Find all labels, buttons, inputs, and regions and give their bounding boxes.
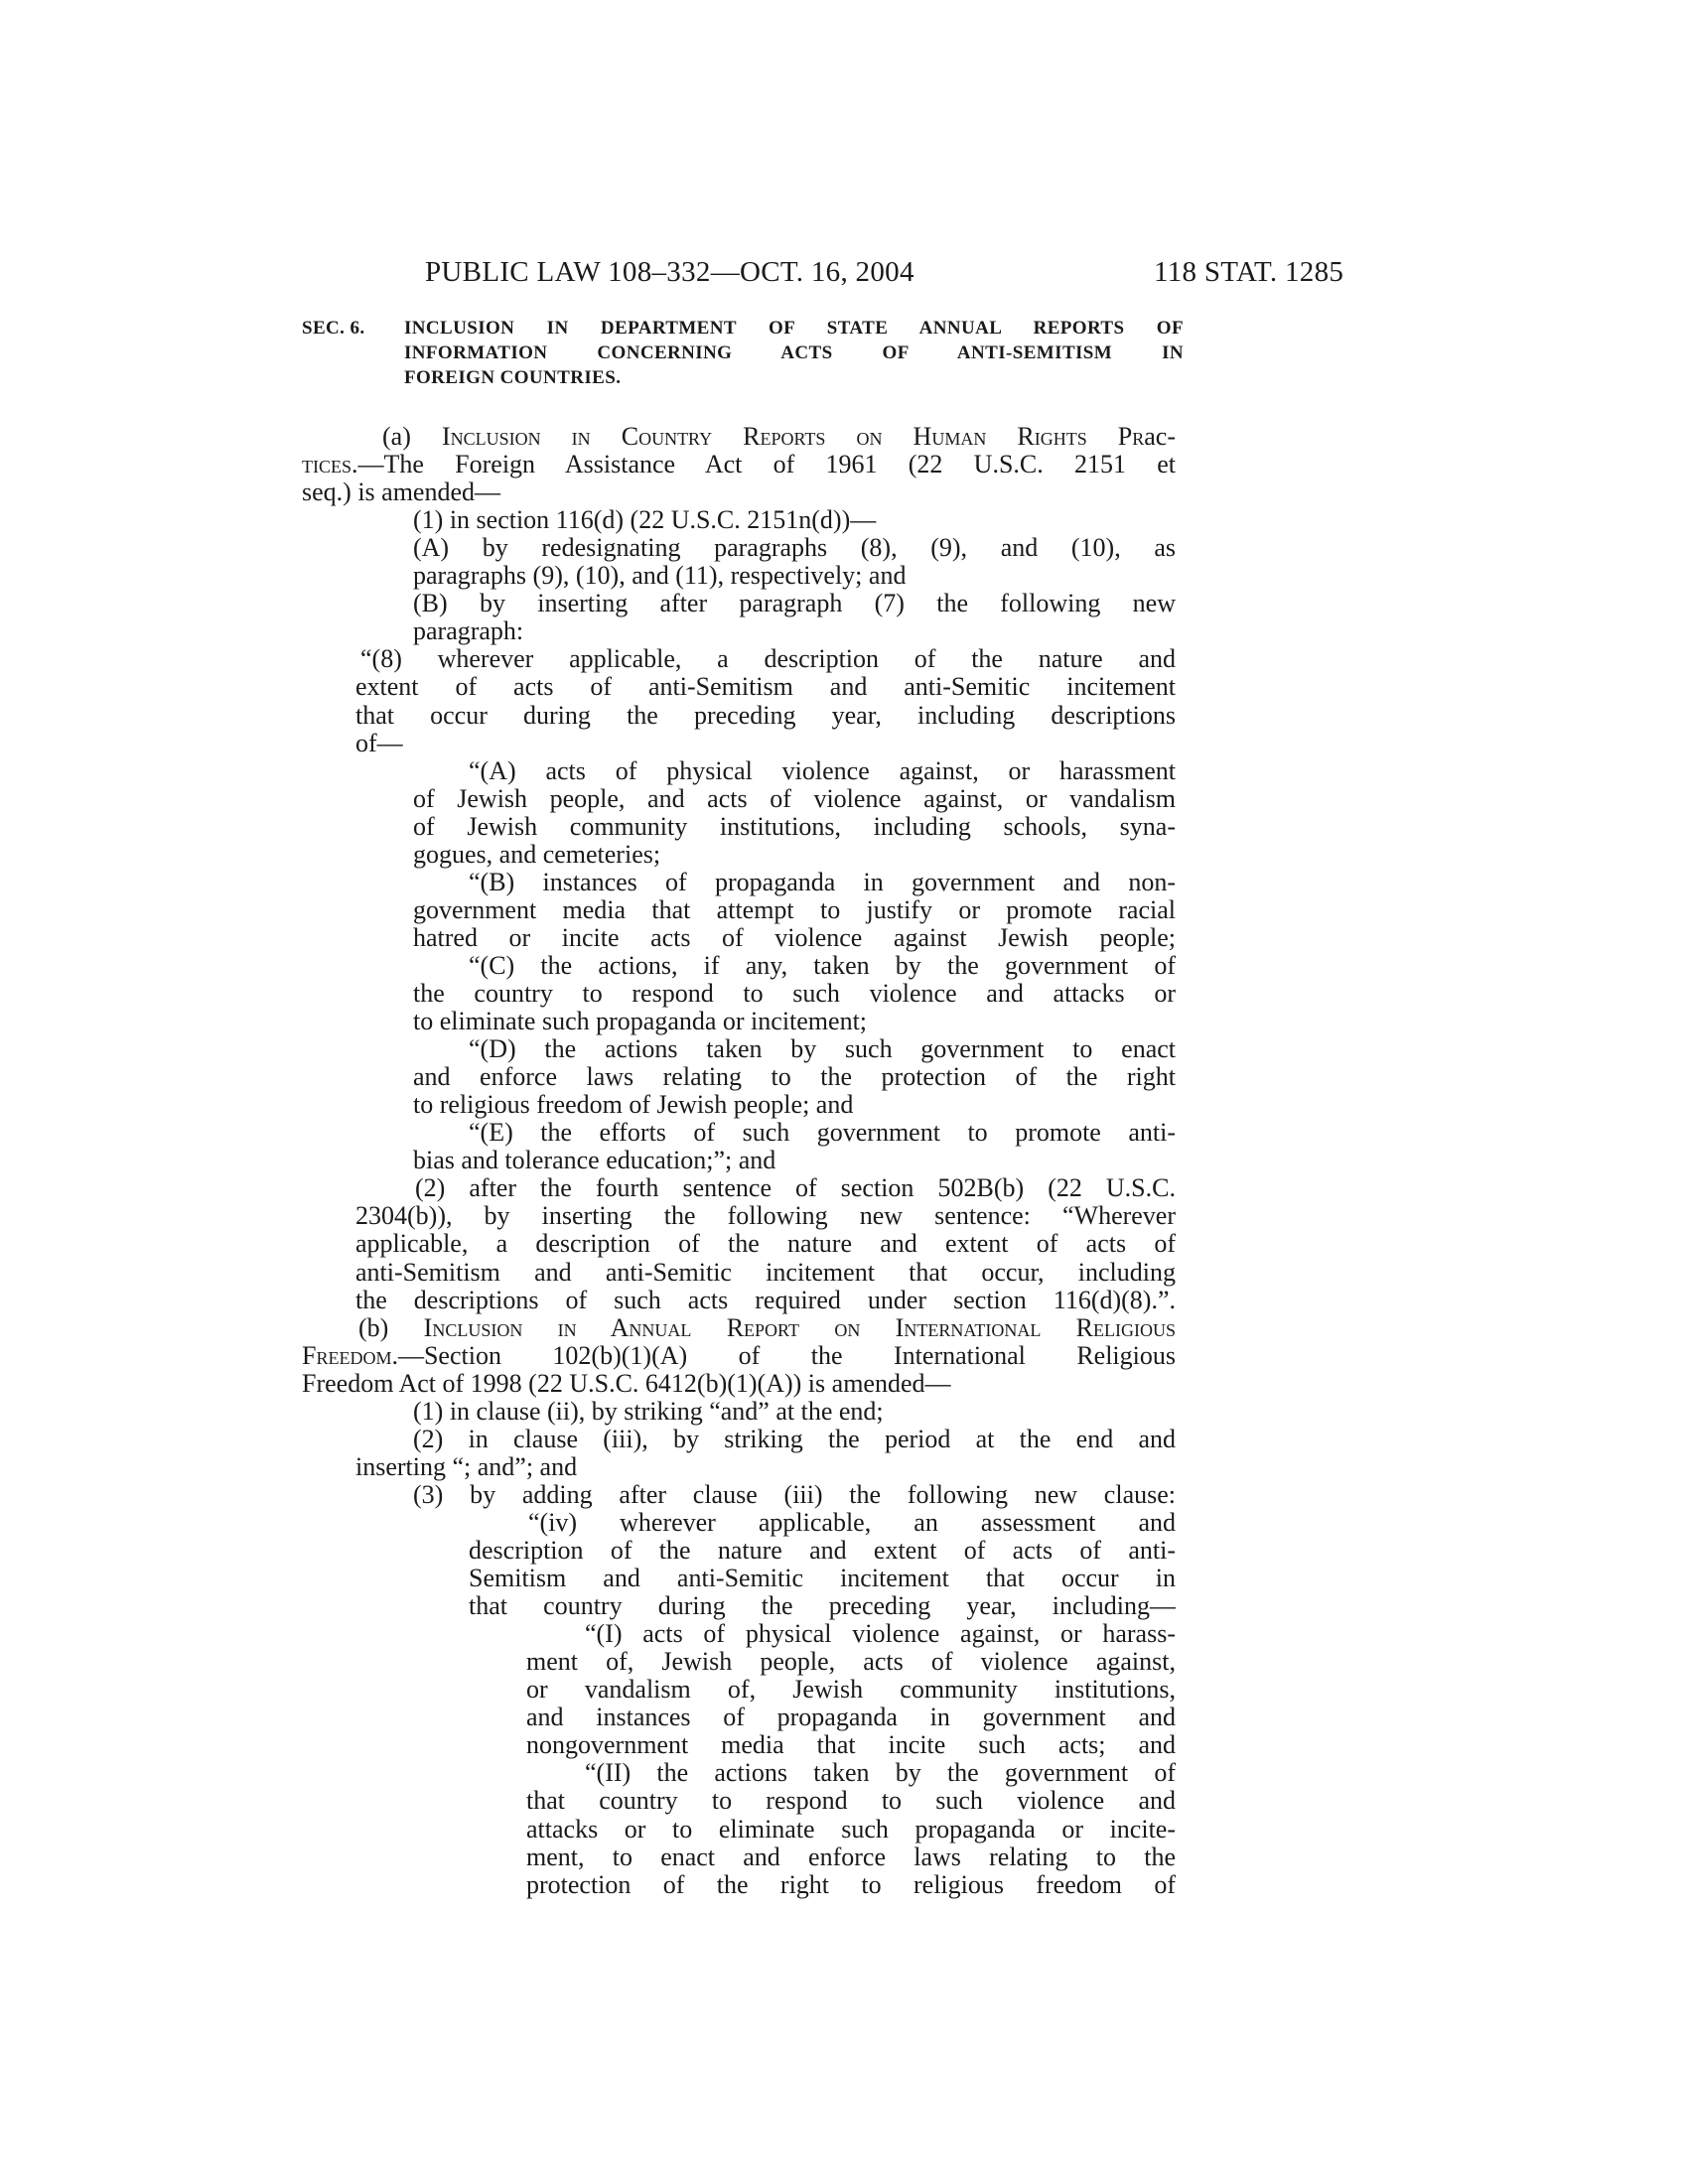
body-line: ment, to enact and enforce laws relating to the	[526, 1843, 1176, 1871]
body-line: (A) by redesignating paragraphs (8), (9), and (10), as	[413, 534, 1176, 562]
running-head: PUBLIC LAW 108–332—OCT. 16, 2004	[425, 256, 914, 288]
body-line: to religious freedom of Jewish people; and	[413, 1090, 854, 1119]
body-line: gogues, and cemeteries;	[413, 840, 661, 869]
body-line: of Jewish community institutions, including schools, syna-	[413, 813, 1176, 841]
section-number: SEC. 6.	[302, 318, 365, 339]
body-line: “(E) the efforts of such government to promote anti-	[469, 1119, 1176, 1147]
body-line: hatred or incite acts of violence against Jewish people;	[413, 924, 1176, 952]
body-line: “(A) acts of physical violence against, or harassment	[469, 757, 1176, 785]
body-line: inserting “; and”; and	[355, 1452, 578, 1481]
body-line: (1) in section 116(d) (22 U.S.C. 2151n(d))—	[413, 505, 877, 534]
body-line: 2304(b)), by inserting the following new sentence: “Wherever	[355, 1202, 1176, 1230]
section-title-line: INCLUSION IN DEPARTMENT OF STATE ANNUAL REPORTS OF	[404, 318, 1184, 339]
body-line: “(I) acts of physical violence against, or harass-	[585, 1620, 1176, 1648]
statute-page-reference: 118 STAT. 1285	[1154, 256, 1344, 288]
body-line: “(iv) wherever applicable, an assessment and	[528, 1509, 1176, 1537]
body-line: (b) Inclusion in Annual Report on International Religious	[358, 1314, 1176, 1342]
body-line: “(8) wherever applicable, a description of the nature and	[360, 645, 1176, 673]
body-line: “(D) the actions taken by such government to enact	[469, 1035, 1176, 1063]
body-line: protection of the right to religious freedom of	[526, 1871, 1176, 1899]
body-line: paragraph:	[413, 616, 524, 645]
body-line: applicable, a description of the nature and extent of acts of	[355, 1230, 1176, 1258]
body-line: (2) after the fourth sentence of section 502B(b) (22 U.S.C.	[415, 1174, 1176, 1202]
section-title	[404, 316, 1184, 390]
body-line: “(B) instances of propaganda in government and non-	[469, 869, 1176, 896]
body-line: seq.) is amended—	[302, 478, 501, 506]
body-line: tices.—The Foreign Assistance Act of 1961 (22 U.S.C. 2151 et	[302, 451, 1176, 478]
body-line: government media that attempt to justify or promote racial	[413, 896, 1176, 924]
body-line: the country to respond to such violence and attacks or	[413, 980, 1176, 1008]
body-line: of—	[355, 729, 403, 757]
body-line: description of the nature and extent of acts of anti-	[469, 1537, 1176, 1565]
body-line: extent of acts of anti-Semitism and anti-Semitic incitement	[355, 673, 1176, 701]
body-line: “(C) the actions, if any, taken by the government of	[469, 952, 1176, 980]
body-line: (3) by adding after clause (iii) the following new clause:	[413, 1481, 1176, 1509]
body-line: that country during the preceding year, including—	[469, 1592, 1176, 1620]
body-line: or vandalism of, Jewish community institutions,	[526, 1676, 1176, 1704]
body-line: (B) by inserting after paragraph (7) the following new	[413, 590, 1176, 617]
page-header	[0, 252, 1688, 292]
body-line: to eliminate such propaganda or incitement;	[413, 1007, 868, 1035]
body-line: bias and tolerance education;”; and	[413, 1146, 776, 1174]
body-line: anti-Semitism and anti-Semitic incitement that occur, including	[355, 1259, 1176, 1287]
body-line: Semitism and anti-Semitic incitement that occur in	[469, 1565, 1176, 1592]
body-line: attacks or to eliminate such propaganda or incite-	[526, 1816, 1176, 1843]
body-line: Freedom Act of 1998 (22 U.S.C. 6412(b)(1)(A)) is amended—	[302, 1369, 951, 1398]
body-line: nongovernment media that incite such acts; and	[526, 1731, 1176, 1759]
body-line: that occur during the preceding year, including descriptions	[355, 702, 1176, 730]
section-title-line: FOREIGN COUNTRIES.	[404, 367, 622, 388]
body-line: of Jewish people, and acts of violence against, or vandalism	[413, 785, 1176, 813]
body-line: the descriptions of such acts required under section 116(d)(8).”.	[355, 1287, 1176, 1314]
body-line: Freedom.—Section 102(b)(1)(A) of the International Religious	[302, 1342, 1176, 1370]
body-line: ment of, Jewish people, acts of violence against,	[526, 1648, 1176, 1676]
body-line: and enforce laws relating to the protection of the right	[413, 1063, 1176, 1091]
body-line: paragraphs (9), (10), and (11), respectively; and	[413, 561, 907, 590]
body-line: (2) in clause (iii), by striking the period at the end and	[413, 1426, 1176, 1453]
section-title-line: INFORMATION CONCERNING ACTS OF ANTI-SEMITISM IN	[404, 342, 1184, 363]
body-line: (1) in clause (ii), by striking “and” at the end;	[413, 1397, 884, 1426]
body-line: and instances of propaganda in government and	[526, 1704, 1176, 1731]
body-line: “(II) the actions taken by the government of	[585, 1759, 1176, 1787]
body-line: (a) Inclusion in Country Reports on Human Rights Prac-	[382, 423, 1176, 451]
body-line: that country to respond to such violence and	[526, 1787, 1176, 1815]
